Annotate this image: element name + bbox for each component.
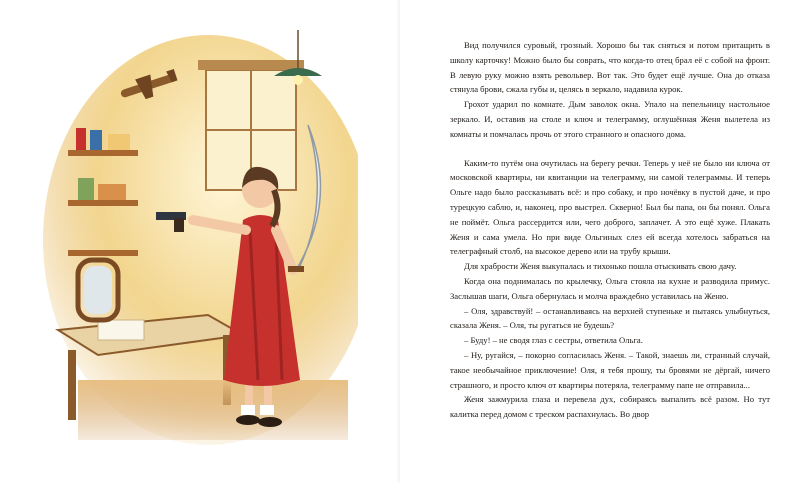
paragraph: – Ну, ругайся, – покорно согласилась Женя. – Такой, знаешь ли, странный случай, такое необычайное приключение! Оля, я тебя прошу, ты бровями не дёргай, ничего страшного, и просто ключ от квартиры потеряла, телеграмму папе не отправила... bbox=[450, 349, 770, 390]
paragraph: Каким-то путём она очутилась на берегу речки. Теперь у неё не было ни ключа от московской квартиры, ни квитанции на телеграмму, ни самой телеграммы. И теперь Ольге надо было рассказывать всё: и про собаку, и про ночёвку в пустой даче, и про турецкую саблю, и, наконец, про выстрел. Скверно! Был бы папа, он бы понял. Ольга не поймёт. Ольга рассердится или, чего доброго, заплачет. А это ещё хуже. Плакать Женя и сама умела. Но при виде Ольгиных слез ей всегда хотелось забраться на телеграфный столб, на высокое дерево или на трубу крыши. bbox=[450, 157, 770, 257]
floor bbox=[78, 380, 348, 440]
right-page bbox=[400, 0, 800, 482]
paragraph: Вид получился суровый, грозный. Хорошо бы так сняться и потом притащить в школу карточку! Можно было бы соврать, что когда-то отец брал её с собой на фронт. В левую руку можно взять револьвер. Вот так. Это будет ещё лучше. Она до отказа стянула брови, сжала губы и, целясь в зеркало, надавила курок. bbox=[450, 40, 770, 95]
page-text bbox=[450, 38, 770, 422]
paragraph: Женя зажмурила глаза и перевела дух, собираясь выпалить всё разом. Но тут калитка перед домом с треском распахнулась. Во двор bbox=[450, 394, 770, 420]
illustration bbox=[38, 30, 358, 450]
paragraph: – Оля, здравствуй! – останавливаясь на верхней ступеньке и пытаясь улыбнуться, сказала Женя. – Оля, ты ругаться не будешь? bbox=[450, 305, 770, 331]
paragraph: Грохот ударил по комнате. Дым заволок окна. Упало на пепельницу настольное зеркало. И, оставив на столе и ключ и телеграмму, оглушённая Женя вылетела из комнаты и помчалась прочь от этого странного и опасного дома. bbox=[450, 99, 770, 139]
paragraph: Когда она поднималась по крылечку, Ольга стояла на кухне и разводила примус. Заслышав шаги, Ольга обернулась и молча враждебно уставилась на Женю. bbox=[450, 275, 770, 301]
paragraph: – Буду! – не сводя глаз с сестры, ответила Ольга. bbox=[464, 335, 643, 346]
paragraph: Для храбрости Женя выкупалась и тихонько пошла отыскивать свою дачу. bbox=[464, 261, 737, 272]
